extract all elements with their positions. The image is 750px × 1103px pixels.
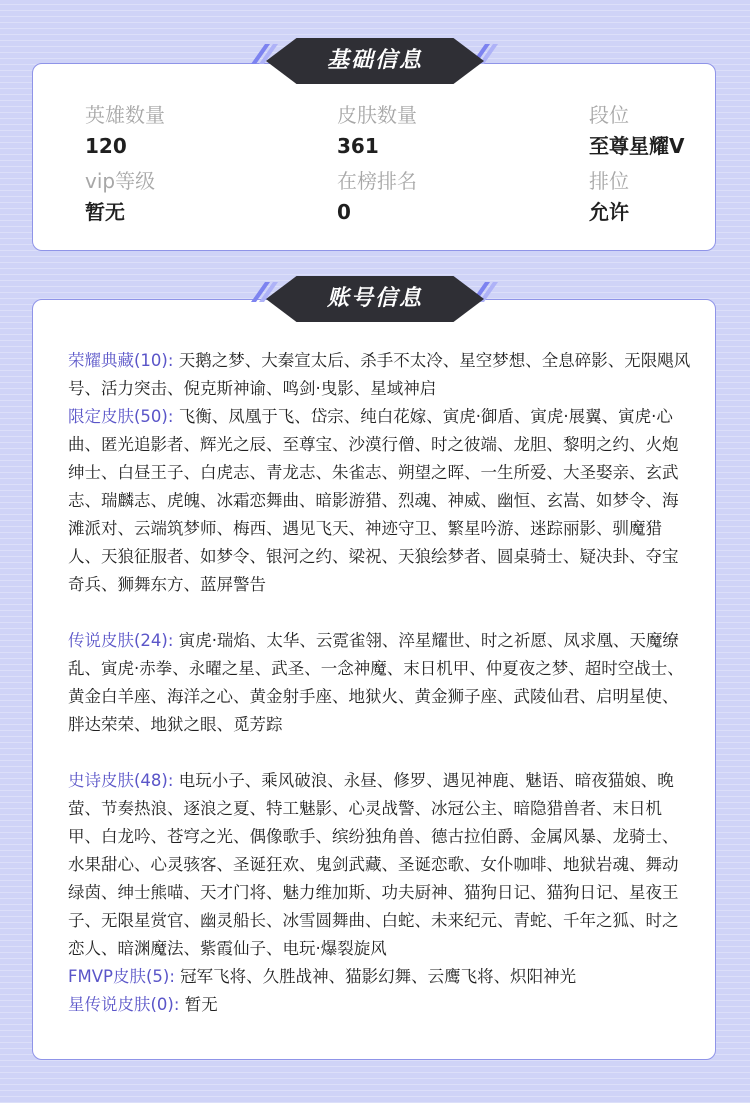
category-label: 荣耀典藏(10): [68, 351, 174, 370]
category-skin-list: 冠军飞将、久胜战神、猫影幻舞、云鹰飞将、炽阳神光 [180, 967, 577, 986]
category-label: 星传说皮肤(0): [68, 995, 180, 1014]
category-skin-list: 寅虎·瑞焰、太华、云霓雀翎、淬星耀世、时之祈愿、凤求凰、天魔缭乱、寅虎·赤拳、永曜之星、武圣、一念神魔、末日机甲、仲夏夜之梦、超时空战士、黄金白羊座、海洋之心、黄金射手座、地狱火、黄金狮子座、武陵仙君、启明星使、胖达荣荣、地狱之眼、觅芳踪 [68, 631, 684, 734]
hero-count-cell [85, 102, 337, 160]
basic-info-card [32, 63, 716, 251]
skin-category-legend [68, 627, 694, 739]
ranked-allowed-value: 允许 [589, 200, 629, 224]
ranked-allowed-cell [589, 168, 729, 226]
rank-tier-cell [589, 102, 729, 160]
category-skin-list: 暂无 [184, 995, 218, 1014]
account-info-content [68, 347, 694, 1019]
leaderboard-rank-cell [337, 168, 589, 226]
category-label: FMVP皮肤(5): [68, 967, 175, 986]
category-label: 史诗皮肤(48): [68, 771, 174, 790]
skin-category-star-legend [68, 991, 694, 1019]
skin-category-limited [68, 403, 694, 599]
ranked-allowed-label: 排位 [589, 169, 629, 193]
hero-count-value: 120 [85, 134, 127, 158]
rank-tier-value: 至尊星耀V [589, 134, 685, 158]
category-label: 传说皮肤(24): [68, 631, 174, 650]
skin-category-fmvp [68, 963, 694, 991]
leaderboard-rank-label: 在榜排名 [337, 169, 417, 193]
vip-level-label: vip等级 [85, 169, 156, 193]
basic-info-banner [250, 38, 500, 84]
leaderboard-rank-value: 0 [337, 200, 351, 224]
account-info-banner [250, 276, 500, 322]
skin-category-epic [68, 767, 694, 963]
category-label: 限定皮肤(50): [68, 407, 174, 426]
category-skin-list: 电玩小子、乘风破浪、永昼、修罗、遇见神鹿、魅语、暗夜猫娘、晚萤、节奏热浪、逐浪之夏、特工魅影、心灵战警、冰冠公主、暗隐猎兽者、末日机甲、白龙吟、苍穹之光、偶像歌手、缤纷独角兽、德古拉伯爵、金属风暴、龙骑士、水果甜心、心灵骇客、圣诞狂欢、鬼剑武藏、圣诞恋歌、女仆咖啡、地狱岩魂、舞动绿茵、绅士熊喵、天才门将、魅力维加斯、功夫厨神、猫狗日记、猫狗日记、星夜王子、无限星赏官、幽灵船长、冰雪圆舞曲、白蛇、未来纪元、青蛇、千年之狐、时之恋人、暗渊魔法、紫霞仙子、电玩·爆裂旋风 [68, 771, 679, 958]
skin-category-glory-collection [68, 347, 694, 403]
rank-tier-label: 段位 [589, 103, 629, 127]
skin-count-label: 皮肤数量 [337, 103, 417, 127]
account-info-title: 账号信息 [326, 286, 423, 311]
hero-count-label: 英雄数量 [85, 103, 165, 127]
category-skin-list: 飞衡、凤凰于飞、岱宗、纯白花嫁、寅虎·御盾、寅虎·展翼、寅虎·心曲、匿光追影者、辉光之辰、至尊宝、沙漠行僧、时之彼端、龙胆、黎明之约、火炮绅士、白昼王子、白虎志、青龙志、朱雀志、朔望之晖、一生所爱、大圣娶亲、玄武志、瑞麟志、虎魄、冰霜恋舞曲、暗影游猎、烈魂、神威、幽恒、玄嵩、如梦令、海滩派对、云端筑梦师、梅西、遇见飞天、神迹守卫、繁星吟游、迷踪丽影、驯魔猎人、天狼征服者、如梦令、银河之约、梁祝、天狼绘梦者、圆桌骑士、疑决卦、夺宝奇兵、狮舞东方、蓝屏警告 [68, 407, 679, 594]
vip-level-value: 暂无 [85, 200, 125, 224]
section-spacer [68, 599, 694, 627]
skin-count-cell [337, 102, 589, 160]
category-skin-list: 天鹅之梦、大秦宣太后、杀手不太冷、星空梦想、全息碎影、无限飓风号、活力突击、倪克斯神谕、鸣剑·曳影、星域神启 [68, 351, 691, 398]
basic-info-title: 基础信息 [326, 48, 423, 73]
section-spacer [68, 739, 694, 767]
skin-count-value: 361 [337, 134, 379, 158]
account-info-card [32, 299, 716, 1060]
vip-level-cell [85, 168, 337, 226]
basic-info-grid [85, 102, 695, 226]
